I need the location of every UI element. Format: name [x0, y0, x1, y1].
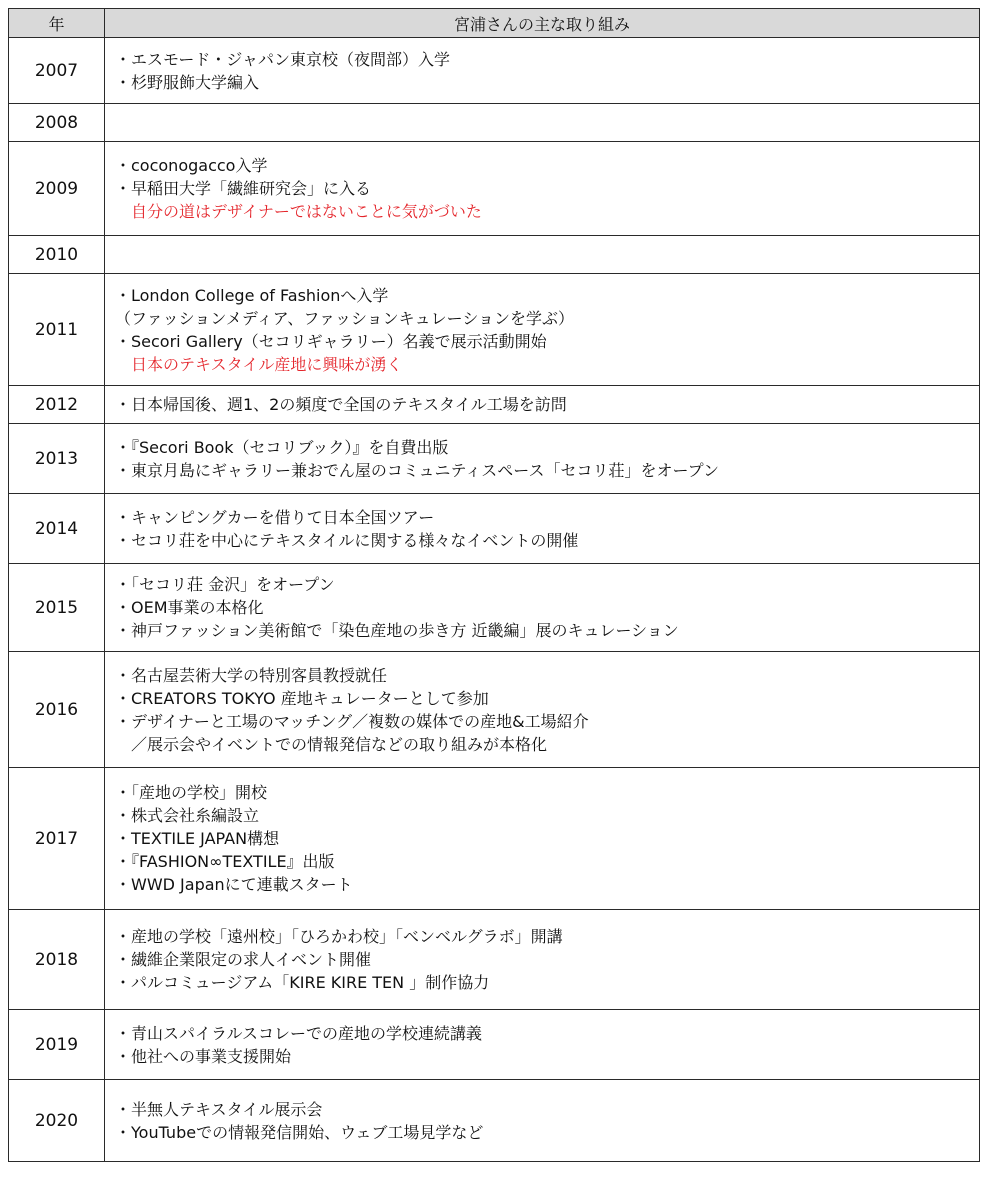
events-cell	[105, 1080, 980, 1162]
events-cell	[105, 910, 980, 1010]
event-line: ・デザイナーと工場のマッチング／複数の媒体での産地&工場紹介	[115, 711, 589, 731]
header-row	[9, 9, 980, 38]
event-line: ・エスモード・ジャパン東京校（夜間部）入学	[115, 49, 451, 69]
year-cell: 2015	[9, 564, 105, 652]
events-cell	[105, 494, 980, 564]
event-line: ・他社への事業支援開始	[115, 1046, 292, 1066]
year-row	[9, 424, 980, 494]
year-row	[9, 652, 980, 768]
events-cell	[105, 1010, 980, 1080]
year-row	[9, 236, 980, 274]
event-line: ・パルコミュージアム「KIRE KIRE TEN 」制作協力	[115, 973, 490, 992]
year-cell: 2018	[9, 910, 105, 1010]
event-line: ・「セコリ荘 金沢」をオープン	[115, 575, 335, 594]
year-row	[9, 1010, 980, 1080]
event-line: ・キャンピングカーを借りて日本全国ツアー	[115, 507, 435, 527]
year-cell: 2014	[9, 494, 105, 564]
year-row	[9, 142, 980, 236]
event-line: ・London College of Fashionへ入学	[115, 285, 389, 305]
year-row	[9, 1080, 980, 1162]
year-cell: 2012	[9, 386, 105, 424]
year-cell: 2008	[9, 104, 105, 142]
year-row	[9, 386, 980, 424]
year-cell: 2009	[9, 142, 105, 236]
event-line: ・『FASHION∞TEXTILE』出版	[115, 852, 335, 871]
timeline-table	[8, 8, 980, 1162]
year-cell: 2016	[9, 652, 105, 768]
year-column-header: 年	[9, 9, 105, 38]
events-cell	[105, 104, 980, 142]
year-cell: 2017	[9, 768, 105, 910]
events-cell	[105, 564, 980, 652]
events-cell	[105, 142, 980, 236]
event-line: ・株式会社糸編設立	[115, 806, 260, 825]
events-cell	[105, 652, 980, 768]
events-cell	[105, 236, 980, 274]
event-line: ・杉野服飾大学編入	[115, 72, 260, 92]
highlight-note: 自分の道はデザイナーではないことに気がづいた	[115, 202, 482, 221]
event-line: ・CREATORS TOKYO 産地キュレーターとして参加	[115, 688, 489, 708]
event-line: ・半無人テキスタイル展示会	[115, 1099, 323, 1119]
year-row	[9, 274, 980, 386]
events-cell	[105, 424, 980, 494]
year-cell: 2019	[9, 1010, 105, 1080]
year-cell: 2020	[9, 1080, 105, 1162]
activities-column-header: 宮浦さんの主な取り組み	[105, 9, 980, 38]
event-line: ・TEXTILE JAPAN構想	[115, 829, 280, 848]
event-line: ・YouTubeでの情報発信開始、ウェブ工場見学など	[115, 1122, 484, 1142]
events-cell	[105, 768, 980, 910]
year-row	[9, 494, 980, 564]
event-line: ・『Secori Book（セコリブック）』を自費出版	[115, 437, 449, 457]
year-row	[9, 910, 980, 1010]
event-line: ・セコリ荘を中心にテキスタイルに関する様々なイベントの開催	[115, 530, 579, 550]
event-line: ・日本帰国後、週1、2の頻度で全国のテキスタイル工場を訪問	[115, 395, 567, 414]
year-cell: 2010	[9, 236, 105, 274]
event-line: ・coconogacco入学	[115, 156, 268, 175]
event-line: ・Secori Gallery（セコリギャラリー）名義で展示活動開始	[115, 331, 547, 351]
event-line: ・早稲田大学「繊維研究会」に入る	[115, 179, 372, 198]
event-line: ・東京月島にギャラリー兼おでん屋のコミュニティスペース「セコリ荘」をオープン	[115, 460, 720, 480]
year-cell: 2013	[9, 424, 105, 494]
year-row	[9, 38, 980, 104]
event-line: ・「産地の学校」開校	[115, 783, 268, 802]
event-line: ・神戸ファッション美術館で「染色産地の歩き方 近畿編」展のキュレーション	[115, 621, 679, 640]
events-cell	[105, 386, 980, 424]
event-line: ・名古屋芸術大学の特別客員教授就任	[115, 665, 388, 685]
timeline-body	[9, 38, 980, 1162]
event-line: ・OEM事業の本格化	[115, 598, 264, 617]
highlight-note: 日本のテキスタイル産地に興味が湧く	[115, 354, 403, 374]
year-cell: 2007	[9, 38, 105, 104]
event-line: （ファッションメディア、ファッションキュレーションを学ぶ）	[115, 308, 575, 328]
event-line: ／展示会やイベントでの情報発信などの取り組みが本格化	[115, 734, 548, 754]
year-cell: 2011	[9, 274, 105, 386]
events-cell	[105, 274, 980, 386]
event-line: ・産地の学校「遠州校」「ひろかわ校」「ベンベルグラボ」開講	[115, 927, 563, 946]
year-row	[9, 104, 980, 142]
year-row	[9, 768, 980, 910]
events-cell	[105, 38, 980, 104]
year-row	[9, 564, 980, 652]
event-line: ・繊維企業限定の求人イベント開催	[115, 950, 372, 969]
event-line: ・WWD Japanにて連載スタート	[115, 875, 353, 894]
event-line: ・青山スパイラルスコレーでの産地の学校連続講義	[115, 1023, 483, 1043]
